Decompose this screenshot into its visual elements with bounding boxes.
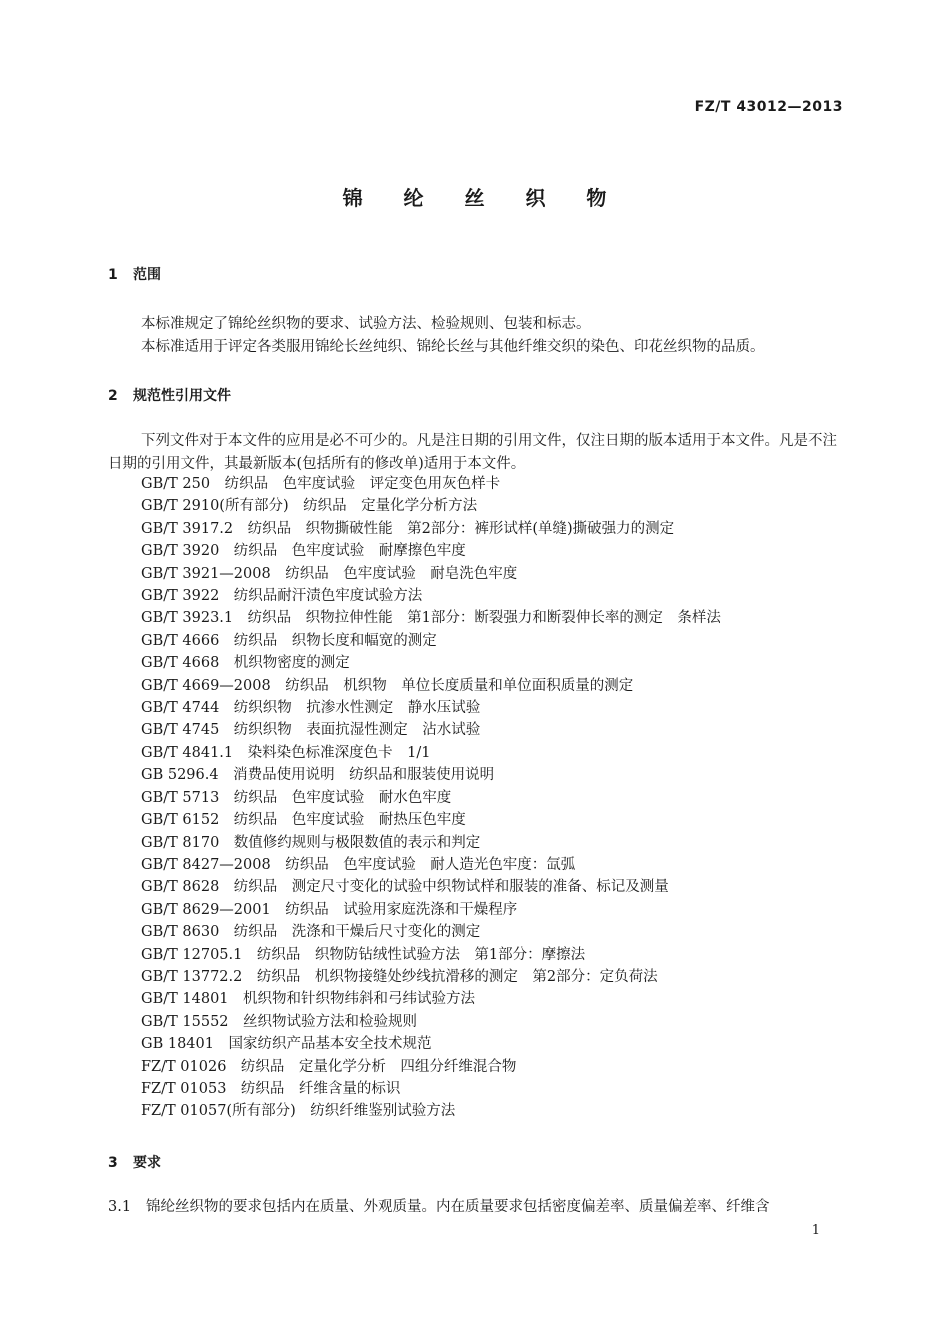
reference-item: FZ/T 01026 纺织品 定量化学分析 四组分纤维混合物 [141, 1058, 517, 1075]
reference-item: GB/T 4745 纺织织物 表面抗湿性测定 沾水试验 [141, 722, 481, 739]
reference-item: GB/T 4668 机织物密度的测定 [141, 655, 350, 672]
reference-item: GB/T 4669—2008 纺织品 机织物 单位长度质量和单位面积质量的测定 [141, 677, 634, 694]
section-number: 2 [108, 388, 118, 404]
reference-item: GB/T 3921—2008 纺织品 色牢度试验 耐皂洗色牢度 [141, 565, 518, 582]
reference-item: FZ/T 01057(所有部分) 纺织纤维鉴别试验方法 [141, 1103, 456, 1120]
reference-item: GB/T 3917.2 纺织品 织物撕破性能 第2部分：裤形试样(单缝)撕破强力的测定 [141, 520, 675, 537]
reference-item: GB/T 12705.1 纺织品 织物防钻绒性试验方法 第1部分：摩擦法 [141, 946, 586, 963]
reference-item: GB/T 3923.1 纺织品 织物拉伸性能 第1部分：断裂强力和断裂伸长率的测定 条样法 [141, 610, 721, 627]
reference-item: GB/T 3920 纺织品 色牢度试验 耐摩擦色牢度 [141, 543, 466, 560]
reference-item: GB/T 8628 纺织品 测定尺寸变化的试验中织物试样和服装的准备、标记及测量 [141, 879, 669, 896]
section-title: 规范性引用文件 [133, 388, 231, 404]
reference-item: FZ/T 01053 纺织品 纤维含量的标识 [141, 1080, 401, 1097]
reference-item: GB/T 8630 纺织品 洗涤和干燥后尺寸变化的测定 [141, 924, 481, 941]
reference-item: GB/T 6152 纺织品 色牢度试验 耐热压色牢度 [141, 812, 466, 829]
section-1-heading [108, 264, 161, 284]
reference-item: GB/T 2910(所有部分) 纺织品 定量化学分析方法 [141, 498, 478, 515]
clause-3-1 [108, 1196, 848, 1218]
section-title: 范围 [133, 267, 161, 283]
reference-item: GB/T 4841.1 染料染色标准深度色卡 1/1 [141, 744, 431, 761]
reference-item: GB/T 3922 纺织品耐汗渍色牢度试验方法 [141, 588, 423, 605]
reference-item: GB/T 5713 纺织品 色牢度试验 耐水色牢度 [141, 789, 452, 806]
section-1-paragraph: 本标准适用于评定各类服用锦纶长丝纯织、锦纶长丝与其他纤维交织的染色、印花丝织物的品质。 [141, 339, 765, 355]
section-number: 1 [108, 267, 118, 283]
reference-item: GB/T 4666 纺织品 织物长度和幅宽的测定 [141, 632, 437, 649]
section-3-heading [108, 1152, 161, 1172]
reference-item: GB 5296.4 消费品使用说明 纺织品和服装使用说明 [141, 767, 495, 784]
reference-item: GB/T 8427—2008 纺织品 色牢度试验 耐人造光色牢度：氙弧 [141, 856, 576, 873]
reference-item: GB/T 15552 丝织物试验方法和检验规则 [141, 1013, 418, 1030]
reference-item: GB/T 250 纺织品 色牢度试验 评定变色用灰色样卡 [141, 476, 501, 492]
reference-item: GB/T 4744 纺织织物 抗渗水性测定 静水压试验 [141, 700, 481, 717]
page-number: 1 [811, 1223, 820, 1238]
clause-number: 3.1 [108, 1199, 132, 1215]
standard-number: FZ/T 43012—2013 [694, 99, 843, 115]
reference-item: GB 18401 国家纺织产品基本安全技术规范 [141, 1036, 432, 1053]
clause-text: 锦纶丝织物的要求包括内在质量、外观质量。内在质量要求包括密度偏差率、质量偏差率、纤维含 [146, 1199, 770, 1215]
reference-item: GB/T 8170 数值修约规则与极限数值的表示和判定 [141, 834, 481, 851]
section-number: 3 [108, 1155, 118, 1171]
section-2-intro: 下列文件对于本文件的应用是必不可少的。凡是注日期的引用文件，仅注日期的版本适用于本文件。凡是不注日期的引用文件，其最新版本(包括所有的修改单)适用于本文件。 [108, 433, 837, 472]
reference-item: GB/T 13772.2 纺织品 机织物接缝处纱线抗滑移的测定 第2部分：定负荷法 [141, 968, 658, 985]
section-1-paragraph: 本标准规定了锦纶丝织物的要求、试验方法、检验规则、包装和标志。 [141, 316, 591, 332]
reference-item: GB/T 14801 机织物和针织物纬斜和弓纬试验方法 [141, 991, 476, 1008]
reference-item: GB/T 8629—2001 纺织品 试验用家庭洗涤和干燥程序 [141, 901, 518, 918]
section-2-heading [108, 385, 231, 405]
section-title: 要求 [133, 1155, 161, 1171]
reference-list [141, 473, 721, 1123]
document-title: 锦 纶 丝 织 物 [342, 186, 624, 210]
